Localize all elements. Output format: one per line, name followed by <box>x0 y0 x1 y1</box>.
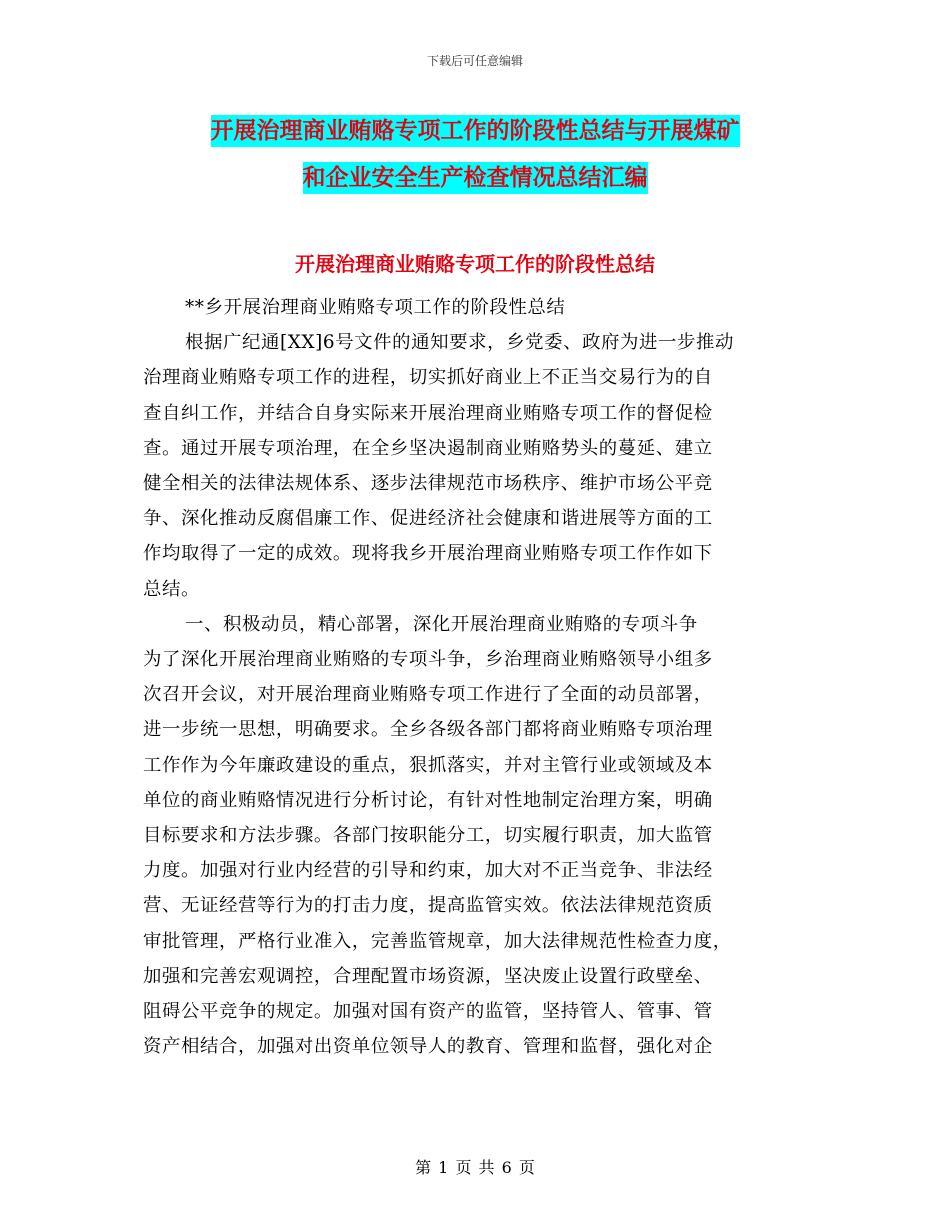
paragraph-line: 争、深化推动反腐倡廉工作、促进经济社会健康和谐进展等方面的工 <box>143 508 713 530</box>
document-title <box>0 108 950 202</box>
paragraph-line: 健全相关的法律法规体系、逐步法律规范市场秩序、维护市场公平竞 <box>143 473 713 495</box>
paragraph-line: 作均取得了一定的成效。现将我乡开展治理商业贿赂专项工作作如下 <box>143 543 713 565</box>
paragraph-line: 力度。加强对行业内经营的引导和约束，加大对不正当竞争、非法经 <box>143 860 713 882</box>
paragraph-line: 加强和完善宏观调控，合理配置市场资源，坚决废止设置行政壁垒、 <box>143 965 713 987</box>
document-title-line-1: 开展治理商业贿赂专项工作的阶段性总结与开展煤矿 <box>211 115 740 147</box>
paragraph-line: 根据广纪通[XX]6号文件的通知要求，乡党委、政府为进一步推动 <box>185 332 734 354</box>
paragraph-line: 营、无证经营等行为的打击力度，提高监管实效。依法法律规范资质 <box>143 895 713 917</box>
page-number-footer: 第 1 页 共 6 页 <box>415 1158 535 1177</box>
header-note: 下载后可任意编辑 <box>426 54 523 68</box>
body-text <box>143 290 808 1064</box>
paragraph-line: 治理商业贿赂专项工作的进程，切实抓好商业上不正当交易行为的自 <box>143 367 713 389</box>
paragraph-line: 总结。 <box>143 578 200 600</box>
paragraph-line: 阻碍公平竞争的规定。加强对国有资产的监管，坚持管人、管事、管 <box>143 1001 713 1023</box>
paragraph-line: 查自纠工作，并结合自身实际来开展治理商业贿赂专项工作的督促检 <box>143 402 713 424</box>
section-title: 开展治理商业贿赂专项工作的阶段性总结 <box>295 252 655 276</box>
paragraph-line: 资产相结合，加强对出资单位领导人的教育、管理和监督，强化对企 <box>143 1036 713 1058</box>
paragraph-line: 审批管理，严格行业准入，完善监管规章，加大法律规范性检查力度， <box>143 930 732 952</box>
paragraph-line: 目标要求和方法步骤。各部门按职能分工，切实履行职责，加大监管 <box>143 825 713 847</box>
paragraph-line: 工作作为今年廉政建设的重点，狠抓落实，并对主管行业或领域及本 <box>143 754 713 776</box>
subheading-line: 一、积极动员，精心部署，深化开展治理商业贿赂的专项斗争 <box>185 613 698 635</box>
paragraph-line: 次召开会议，对开展治理商业贿赂专项工作进行了全面的动员部署， <box>143 684 713 706</box>
paragraph-line: 查。通过开展专项治理，在全乡坚决遏制商业贿赂势头的蔓延、建立 <box>143 437 713 459</box>
paragraph-line: **乡开展治理商业贿赂专项工作的阶段性总结 <box>185 297 566 318</box>
paragraph-line: 为了深化开展治理商业贿赂的专项斗争，乡治理商业贿赂领导小组多 <box>143 649 713 671</box>
paragraph-line: 单位的商业贿赂情况进行分析讨论，有针对性地制定治理方案，明确 <box>143 789 713 811</box>
document-title-line-2: 和企业安全生产检查情况总结汇编 <box>303 162 648 194</box>
paragraph-line: 进一步统一思想，明确要求。全乡各级各部门都将商业贿赂专项治理 <box>143 719 713 741</box>
